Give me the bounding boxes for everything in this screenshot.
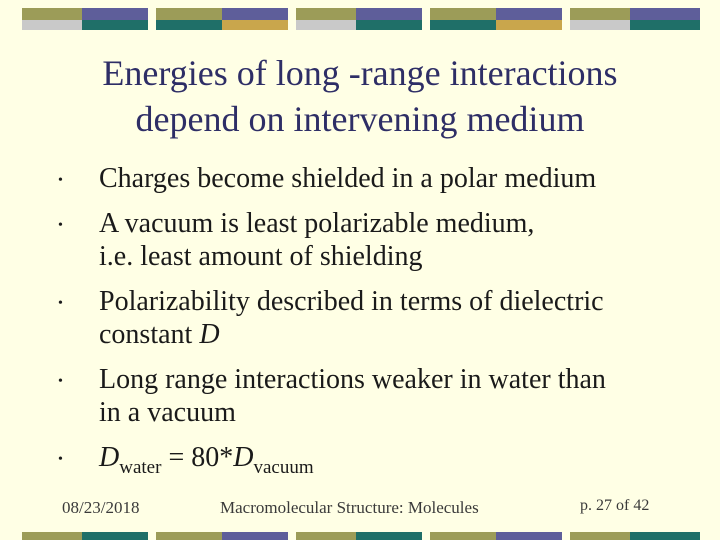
decorative-header-bar (0, 6, 720, 32)
bullet-item (54, 285, 694, 351)
dielectric-symbol: D (199, 319, 220, 350)
bullet-text-line-2: in a vacuum (99, 397, 236, 428)
bullet-text-line-1: Long range interactions weaker in water than (99, 364, 606, 395)
bullet-text-line-2 (99, 318, 694, 351)
bullet-icon: • (58, 374, 63, 389)
slide-title (0, 50, 720, 142)
d-symbol-vacuum: D (233, 442, 254, 473)
slide-title-line-2: depend on intervening medium (135, 99, 585, 139)
bullet-icon: • (58, 173, 63, 188)
bullet-text-line-1: Polarizability described in terms of dielectric (99, 286, 604, 317)
bullet-text-prefix: constant (99, 319, 200, 350)
bullet-text-line-2: i.e. least amount of shielding (99, 241, 423, 272)
decorative-footer-bar (0, 532, 720, 540)
subscript-vacuum: vacuum (253, 457, 314, 478)
bullet-text-line-1: A vacuum is least polarizable medium, (99, 208, 535, 239)
subscript-water: water (119, 457, 162, 478)
bullet-icon: • (58, 452, 63, 467)
d-symbol-water: D (99, 442, 120, 473)
bullet-icon: • (58, 218, 63, 233)
slide-title-line-1: Energies of long -range interactions (102, 53, 618, 93)
dielectric-equation (99, 441, 694, 484)
bullet-item (54, 363, 694, 429)
footer-title: Macromolecular Structure: Molecules (220, 498, 479, 517)
bullet-icon: • (58, 296, 63, 311)
bullet-item (54, 162, 694, 195)
equation-operator: = 80* (161, 442, 234, 473)
bullet-item (54, 207, 694, 273)
footer-date: 08/23/2018 (62, 498, 140, 517)
bullet-item-equation (54, 441, 694, 484)
bullet-text: Charges become shielded in a polar medium (99, 163, 597, 194)
bullet-list (54, 162, 694, 496)
footer-page-number: p. 27 of 42 (580, 497, 650, 514)
